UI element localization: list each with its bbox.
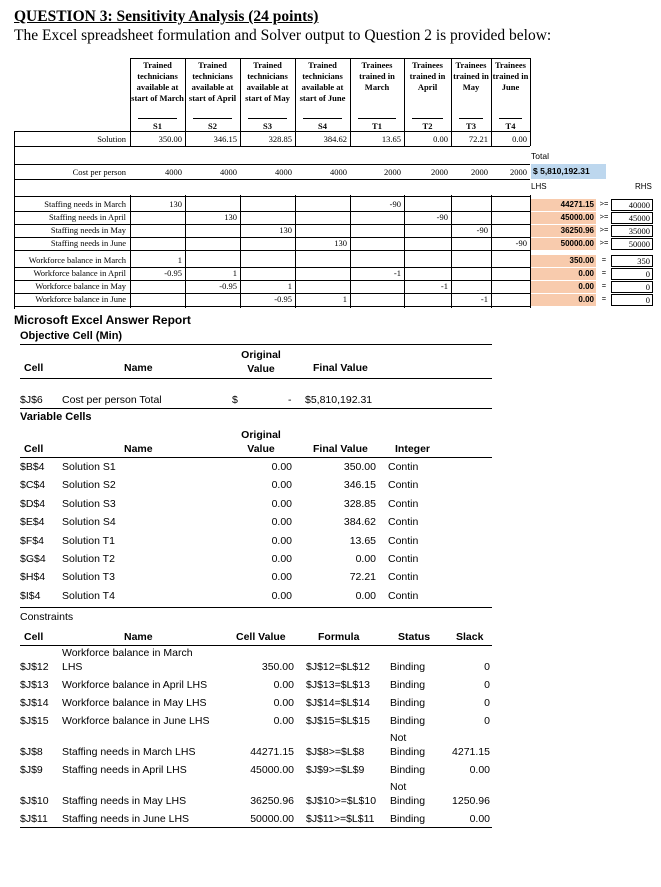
constraint-coef: 1 — [287, 281, 292, 291]
constraint-label: Workforce balance in June — [35, 294, 126, 304]
constraints-heading: Constraints — [20, 611, 74, 623]
con-header-name: Name — [124, 631, 153, 643]
header-divider — [491, 58, 492, 146]
column-header: Trainees trained in May — [453, 60, 489, 92]
constraint-formula: $J$8>=$L$8 — [306, 746, 365, 758]
constraint-slack: 0 — [484, 661, 490, 673]
variable-cell: $C$4 — [20, 479, 46, 492]
header-rule — [358, 118, 396, 119]
constraint-value: 0.00 — [273, 715, 294, 727]
cost-total: $ 5,810,192.31 — [531, 164, 606, 179]
variable-cell: $H$4 — [20, 571, 46, 584]
variable-cell: $F$4 — [20, 534, 44, 547]
variable-name: Solution T4 — [62, 589, 115, 602]
constraint-col-divider — [350, 195, 351, 308]
constraint-coef: 130 — [224, 212, 237, 222]
constraint-value: 350.00 — [261, 661, 294, 673]
cost-value: 4000 — [275, 167, 292, 177]
con-header-value: Cell Value — [236, 631, 286, 643]
constraint-row-border — [14, 250, 530, 251]
constraint-rhs: 0 — [611, 281, 653, 293]
constraint-formula: $J$12=$L$12 — [306, 661, 370, 673]
solution-label: Solution — [97, 134, 126, 144]
constraint-name-line1: Workforce balance in March — [62, 647, 193, 659]
variable-cell: $E$4 — [20, 516, 45, 529]
question-description: The Excel spreadsheet formulation and Solver output to Question 2 is provided below: — [14, 27, 552, 44]
constraint-coef: 130 — [334, 238, 347, 248]
variable-name: Solution S2 — [62, 479, 116, 492]
header-rule — [138, 118, 177, 119]
header-divider — [185, 58, 186, 146]
constraint-col-divider — [404, 195, 405, 308]
constraint-cell: $J$14 — [20, 697, 49, 709]
header-divider — [130, 58, 131, 146]
constraint-rhs: 45000 — [611, 212, 653, 224]
constraint-label: Staffing needs in April — [48, 212, 126, 222]
variable-original: 0.00 — [271, 589, 292, 602]
constraint-name: Workforce balance in May LHS — [62, 697, 207, 709]
con-header-status: Status — [398, 631, 431, 643]
cost-value: 4000 — [330, 167, 347, 177]
constraint-label: Staffing needs in May — [50, 225, 126, 235]
constraint-coef: -90 — [436, 212, 448, 222]
variable-integer: Contin — [388, 589, 419, 602]
constraint-rhs: 50000 — [611, 238, 653, 250]
variable-name: Solution S3 — [62, 497, 116, 510]
variable-final: 0.00 — [355, 553, 376, 565]
header-rule — [303, 118, 342, 119]
constraint-formula: $J$14=$L$14 — [306, 697, 370, 709]
cost-value: 4000 — [165, 167, 182, 177]
variable-integer: Contin — [388, 461, 419, 473]
constraint-coef: -0.95 — [164, 268, 182, 278]
constraint-formula: $J$10>=$L$10 — [306, 795, 377, 807]
constraint-formula: $J$11>=$L$11 — [306, 813, 375, 825]
constraint-sign: = — [601, 281, 607, 290]
header-divider — [295, 58, 296, 146]
variable-name: S3 — [263, 121, 272, 131]
header-rule — [248, 118, 287, 119]
objective-heading: Objective Cell (Min) — [20, 330, 123, 342]
constraint-label: Workforce balance in March — [28, 255, 126, 265]
constraint-cell: $J$13 — [20, 679, 49, 691]
variable-name: Solution S1 — [62, 461, 116, 473]
constraint-slack: 0.00 — [469, 764, 490, 776]
column-header: Trained technicians available at start of March — [131, 60, 184, 103]
constraint-status: Binding — [390, 697, 426, 709]
constraint-lhs: 36250.96 — [531, 225, 596, 237]
cost-label: Cost per person — [72, 167, 126, 177]
constraint-formula: $J$9>=$L$9 — [306, 764, 365, 776]
constraint-rhs: 350 — [611, 255, 653, 267]
variable-final: 350.00 — [343, 461, 376, 473]
con-header-rule — [20, 645, 492, 646]
header-divider — [404, 58, 405, 146]
solution-value: 0.00 — [512, 134, 527, 144]
obj-header-cell: Cell — [24, 362, 44, 374]
constraint-slack: 4271.15 — [452, 746, 490, 758]
variable-original: 0.00 — [271, 534, 292, 547]
constraint-coef: -1 — [480, 294, 488, 304]
variable-original: 0.00 — [271, 553, 292, 565]
constraint-slack: 0.00 — [469, 813, 490, 825]
constraint-lhs: 0.00 — [531, 268, 596, 280]
constraint-status: Binding — [390, 661, 426, 673]
objective-cell: $J$6 — [20, 394, 43, 406]
column-header: Trainees trained in March — [359, 60, 395, 92]
constraint-cell: $J$9 — [20, 764, 43, 776]
objective-original-sym: $ — [232, 394, 238, 406]
constraint-coef: -90 — [515, 238, 527, 248]
variable-original: 0.00 — [271, 497, 292, 510]
variable-name: S4 — [318, 121, 327, 131]
header-rule — [193, 118, 232, 119]
variable-final: 346.15 — [343, 479, 376, 492]
constraint-coef: -90 — [389, 199, 401, 209]
constraint-lhs: 50000.00 — [531, 238, 596, 250]
solution-value: 384.62 — [323, 134, 347, 144]
variable-integer: Contin — [388, 516, 419, 529]
variable-integer: Contin — [388, 479, 419, 492]
constraint-rhs: 0 — [611, 294, 653, 306]
constraint-value: 0.00 — [273, 679, 294, 691]
column-header: Trainees trained in April — [409, 60, 446, 92]
var-header-original: Original Value — [241, 429, 281, 455]
header-divider — [240, 58, 241, 146]
constraint-value: 45000.00 — [250, 764, 294, 776]
constraint-value: 0.00 — [273, 697, 294, 709]
constraint-col-divider — [240, 195, 241, 308]
constraint-slack: 0 — [484, 679, 490, 691]
objective-original-dash: - — [288, 394, 292, 406]
constraint-status: Binding — [390, 795, 426, 807]
column-header: Trained technicians available at start of May — [245, 60, 290, 103]
cost-value: 2000 — [471, 167, 488, 177]
constraint-value: 36250.96 — [250, 795, 294, 807]
variable-name: T3 — [466, 121, 476, 131]
constraint-name: Workforce balance in April LHS — [62, 679, 208, 691]
lhs-label: LHS — [531, 182, 547, 191]
report-title: Microsoft Excel Answer Report — [14, 313, 191, 327]
variable-cell: $B$4 — [20, 461, 45, 473]
cost-value: 2000 — [384, 167, 401, 177]
variable-block-rule — [20, 607, 492, 608]
variable-original: 0.00 — [271, 461, 292, 473]
constraint-coef: 1 — [232, 268, 237, 278]
cost-value: 2000 — [510, 167, 527, 177]
constraint-status: Binding — [390, 746, 426, 758]
cost-value: 4000 — [220, 167, 237, 177]
obj-header-name: Name — [124, 362, 153, 374]
solution-value: 346.15 — [213, 134, 237, 144]
constraint-slack: 0 — [484, 715, 490, 727]
constraint-name: Staffing needs in May LHS — [62, 795, 187, 807]
con-header-slack: Slack — [456, 631, 484, 643]
rhs-label: RHS — [635, 182, 652, 191]
constraint-coef: -0.95 — [219, 281, 237, 291]
variable-name: T4 — [505, 121, 516, 131]
constraint-sign: = — [601, 255, 607, 264]
objective-heading-rule — [20, 344, 492, 345]
var-header-name: Name — [124, 443, 153, 455]
header-rule — [459, 118, 483, 119]
variable-integer: Contin — [388, 497, 419, 510]
question-title: QUESTION 3: Sensitivity Analysis (24 points) — [14, 8, 319, 25]
variable-original: 0.00 — [271, 571, 292, 584]
obj-header-rule — [20, 378, 492, 379]
constraint-status: Binding — [390, 813, 426, 825]
variable-name: Solution T3 — [62, 571, 115, 584]
variable-integer: Contin — [388, 534, 419, 547]
constraint-lhs: 45000.00 — [531, 212, 596, 224]
constraint-sign: >= — [599, 238, 609, 247]
variable-heading: Variable Cells — [20, 411, 92, 423]
constraint-sign: = — [601, 268, 607, 277]
con-header-formula: Formula — [318, 631, 360, 643]
constraint-sign: >= — [599, 225, 609, 234]
constraint-value: 50000.00 — [250, 813, 294, 825]
solution-value: 0.00 — [433, 134, 448, 144]
constraint-value: 44271.15 — [250, 746, 294, 758]
variable-cell: $D$4 — [20, 497, 46, 510]
solution-row-top — [14, 131, 530, 132]
constraint-coef: 1 — [177, 255, 182, 265]
constraint-row-border — [14, 306, 530, 307]
column-header: Trainees trained in June — [492, 60, 529, 92]
variable-final: 13.65 — [349, 534, 376, 547]
variable-name: S2 — [208, 121, 217, 131]
constraint-label: Workforce balance in April — [33, 268, 126, 278]
var-header-rule — [20, 457, 492, 458]
constraint-coef: 130 — [279, 225, 292, 235]
variable-name: Solution T2 — [62, 553, 115, 565]
constraint-block-rule — [20, 827, 492, 828]
constraint-col-divider — [530, 195, 531, 308]
variable-integer: Contin — [388, 571, 419, 584]
variable-final: 384.62 — [343, 516, 376, 529]
variable-name: T2 — [422, 121, 433, 131]
constraint-coef: 130 — [169, 199, 182, 209]
constraint-label: Workforce balance in May — [35, 281, 126, 291]
constraint-lhs: 0.00 — [531, 281, 596, 293]
variable-final: 0.00 — [355, 589, 376, 602]
variable-cell: $G$4 — [20, 553, 46, 565]
constraint-cell: $J$11 — [20, 813, 48, 825]
constraint-lhs: 0.00 — [531, 294, 596, 306]
constraint-name: Workforce balance in June LHS — [62, 715, 210, 727]
constraint-col-divider — [185, 195, 186, 308]
column-header: Trained technicians available at start of April — [188, 60, 237, 103]
constraint-name: Staffing needs in March LHS — [62, 746, 196, 758]
variable-final: 72.21 — [349, 571, 376, 584]
variable-name: Solution S4 — [62, 516, 116, 529]
obj-header-original: Original Value — [241, 349, 281, 375]
header-rule — [499, 118, 522, 119]
column-header: Trained technicians available at start of June — [299, 60, 346, 103]
objective-final: $5,810,192.31 — [305, 394, 373, 406]
constraint-rhs: 0 — [611, 268, 653, 280]
constraint-col-divider — [491, 195, 492, 308]
constraint-label: Staffing needs in June — [50, 238, 126, 248]
header-top-border — [130, 58, 530, 59]
constraint-status: Binding — [390, 715, 426, 727]
constraint-coef: 1 — [342, 294, 347, 304]
obj-header-final: Final Value — [313, 362, 368, 374]
variable-integer: Contin — [388, 553, 419, 565]
constraint-lhs: 350.00 — [531, 255, 596, 267]
constraint-name: LHS — [62, 661, 83, 673]
constraint-cell: $J$8 — [20, 746, 43, 758]
variable-name: T1 — [372, 121, 382, 131]
header-divider — [530, 58, 531, 146]
constraint-coef: -1 — [440, 281, 448, 291]
constraint-rhs: 35000 — [611, 225, 653, 237]
variable-original: 0.00 — [271, 479, 292, 492]
constraint-slack: 1250.96 — [452, 795, 490, 807]
constraint-status-line1: Not — [390, 732, 407, 744]
constraint-label: Staffing needs in March — [44, 199, 126, 209]
constraint-status-line1: Not — [390, 781, 407, 793]
constraint-sign: = — [601, 294, 607, 303]
constraint-formula: $J$15=$L$15 — [306, 715, 370, 727]
variable-original: 0.00 — [271, 516, 292, 529]
var-header-final: Final Value — [313, 443, 368, 455]
constraint-lhs: 44271.15 — [531, 199, 596, 211]
header-divider — [350, 58, 351, 146]
constraint-sign: >= — [599, 199, 609, 208]
cost-value: 2000 — [431, 167, 448, 177]
header-divider — [451, 58, 452, 146]
constraint-slack: 0 — [484, 697, 490, 709]
cost-row-bottom — [14, 179, 530, 180]
constraint-cell: $J$15 — [20, 715, 49, 727]
objective-name: Cost per person Total — [62, 394, 162, 406]
constraint-formula: $J$13=$L$13 — [306, 679, 370, 691]
con-header-cell: Cell — [24, 631, 44, 643]
variable-final: 328.85 — [343, 497, 376, 510]
cost-row-top — [14, 164, 530, 165]
constraint-coef: -90 — [476, 225, 488, 235]
constraint-coef: -1 — [393, 268, 401, 278]
header-rule — [412, 118, 443, 119]
constraint-rhs: 40000 — [611, 199, 653, 211]
solution-value: 72.21 — [468, 134, 488, 144]
constraint-status: Binding — [390, 679, 426, 691]
constraint-cell: $J$12 — [20, 661, 49, 673]
solution-value: 13.65 — [381, 134, 401, 144]
constraint-col-divider — [295, 195, 296, 308]
constraint-cell: $J$10 — [20, 795, 49, 807]
constraint-col-divider — [130, 195, 131, 308]
constraint-block-top — [14, 196, 530, 197]
constraint-col-divider — [451, 195, 452, 308]
var-header-integer: Integer — [395, 443, 431, 455]
constraint-sign: >= — [599, 212, 609, 221]
variable-name: S1 — [153, 121, 162, 131]
solution-value: 328.85 — [268, 134, 292, 144]
constraint-name: Staffing needs in June LHS — [62, 813, 190, 825]
objective-row-rule — [20, 408, 492, 409]
constraint-coef: -0.95 — [274, 294, 292, 304]
variable-name: Solution T1 — [62, 534, 115, 547]
constraint-status: Binding — [390, 764, 426, 776]
variable-cell: $I$4 — [20, 589, 41, 602]
total-label: Total — [531, 151, 549, 161]
solution-row-bottom — [14, 146, 530, 147]
constraint-name: Staffing needs in April LHS — [62, 764, 187, 776]
solution-value: 350.00 — [158, 134, 182, 144]
var-header-cell: Cell — [24, 443, 44, 455]
